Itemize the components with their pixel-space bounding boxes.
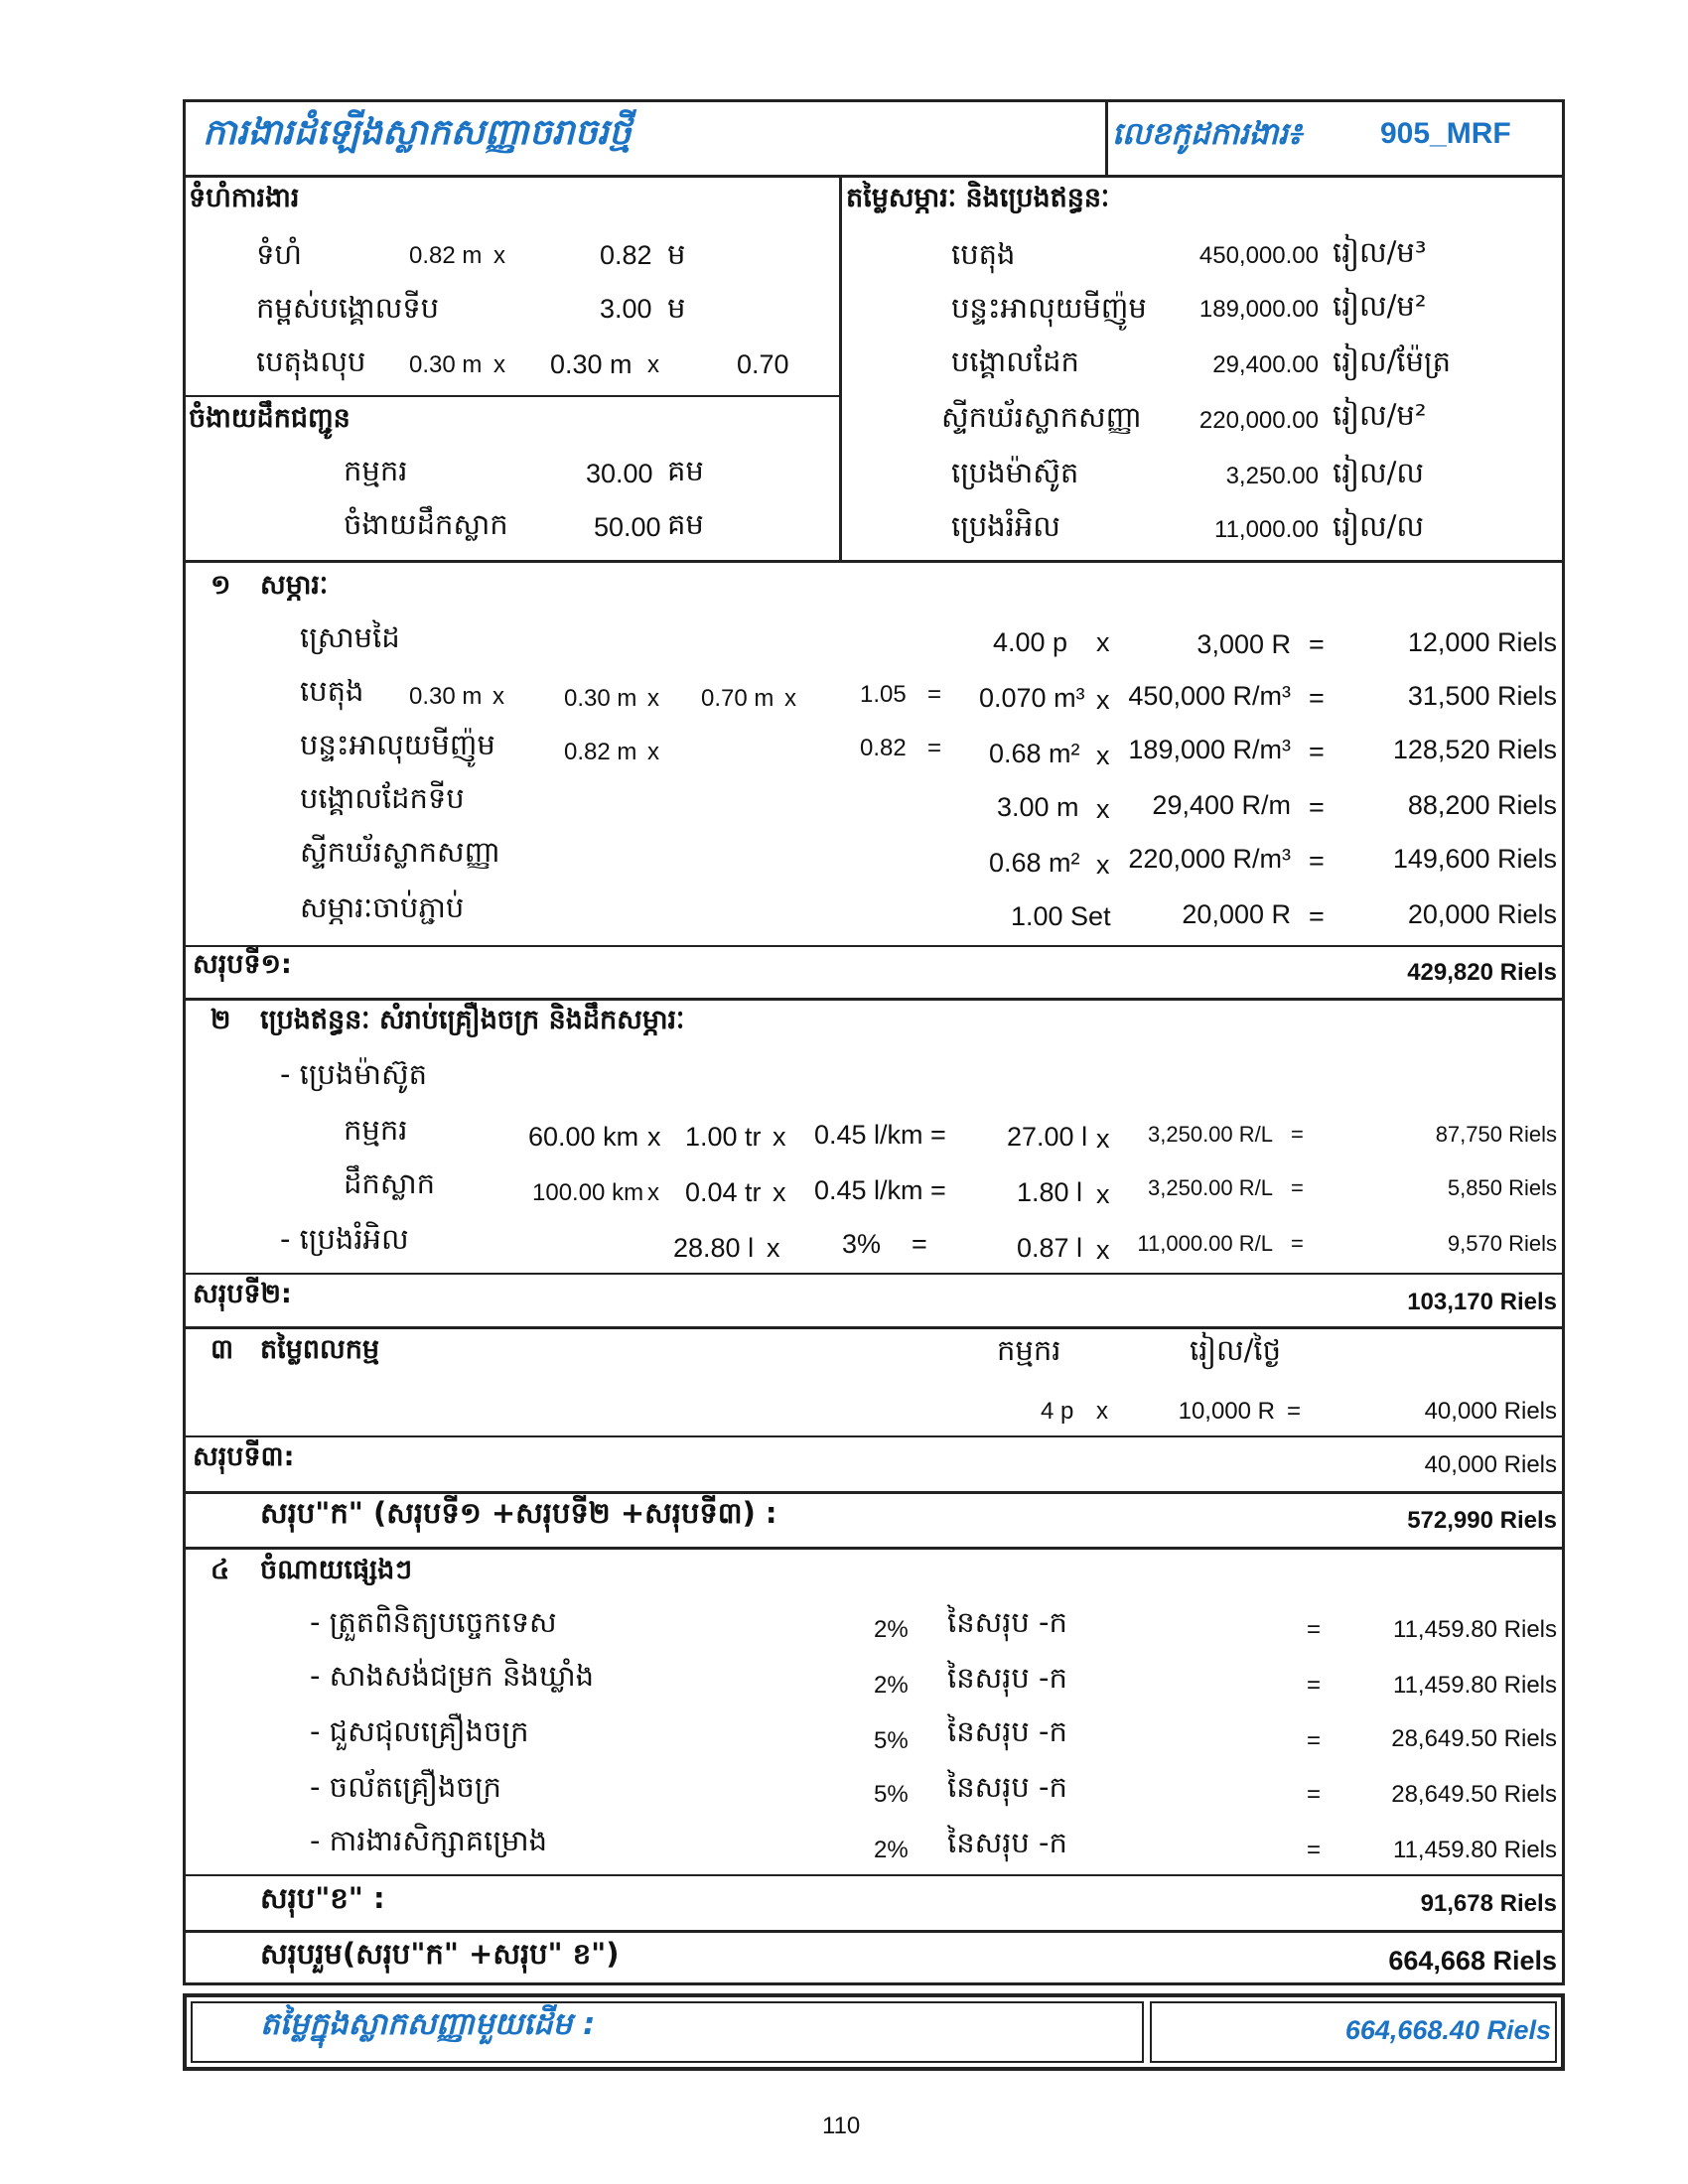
other-cost-total: 11,459.80 Riels	[1393, 1616, 1557, 1643]
other-cost-eq: =	[1307, 1727, 1322, 1754]
job-code-value: 905_MRF	[1380, 117, 1511, 150]
fuel-worker-x2: x	[773, 1122, 786, 1152]
page-title: ការងារដំឡើងស្លាកសញ្ញាចរាចរថ្មី	[203, 112, 632, 153]
fuel-worker-litres: 27.00 l	[1007, 1122, 1088, 1152]
s1-concrete-a: 0.30 m	[409, 683, 483, 710]
sign-distance-label: ចំងាយដឹកស្លាក	[344, 507, 508, 541]
fuel-worker-total: 87,750 Riels	[1435, 1122, 1557, 1147]
concrete-x1: x	[493, 351, 505, 378]
price-value-diesel: 3,250.00	[1225, 463, 1319, 489]
s1-concrete-c: 0.70 m	[701, 685, 774, 712]
s1-concrete-eq: =	[1309, 683, 1325, 713]
s1-concrete-label: បេតុង	[300, 674, 364, 708]
subtotal2-top-rule	[183, 1273, 1565, 1275]
fuel-sign-rate: 0.45 l/km =	[814, 1175, 946, 1205]
total-b-top-rule	[183, 1874, 1565, 1876]
s1-concrete-rate: 450,000 R/m³	[1128, 681, 1291, 711]
price-unit-concrete: រៀល/ម³	[1333, 235, 1427, 269]
fuel-sign-x3: x	[1096, 1179, 1110, 1209]
s1-fasteners-total: 20,000 Riels	[1407, 899, 1557, 929]
s1-fasteners-eq: =	[1309, 901, 1325, 931]
labour-rate: 10,000 R	[1178, 1398, 1275, 1425]
s1-gloves-qty: 4.00 p	[993, 627, 1068, 657]
prices-heading: តម្លៃសម្ភារៈ និងប្រេងឥន្ធនៈ	[846, 183, 1110, 213]
other-cost-total: 11,459.80 Riels	[1393, 1672, 1557, 1699]
price-value-lubricant: 11,000.00	[1214, 516, 1319, 543]
labour-qty: 4 p	[1041, 1398, 1074, 1425]
price-label-sticker: ស្ទីកឃ័រស្លាកសញ្ញា	[941, 400, 1142, 434]
fuel-sign-km: 100.00 km	[532, 1179, 644, 1206]
s1-sticker-label: ស្ទីកឃ័រស្លាកសញ្ញា	[300, 835, 500, 869]
s1-aluminium-a: 0.82 m	[564, 739, 637, 765]
fuel-worker-x1: x	[647, 1122, 661, 1152]
fuel-sign-x1: x	[647, 1179, 659, 1206]
concrete-c: 0.70	[737, 349, 789, 379]
other-cost-basis: នៃសរុប -ក	[947, 1826, 1067, 1859]
s1-concrete-factor: 1.05	[860, 681, 907, 708]
subtotal1-value: 429,820 Riels	[1407, 959, 1557, 986]
other-cost-pct: 5%	[874, 1781, 909, 1808]
s1-gloves-x: x	[1096, 627, 1110, 657]
lubricant-pct: 3%	[842, 1229, 882, 1259]
fuel-sign-total: 5,850 Riels	[1447, 1175, 1557, 1200]
subtotal3-top-rule	[183, 1435, 1565, 1437]
section4-title: ចំណាយផ្សេងៗ	[260, 1555, 413, 1585]
size-label: ទំហំ	[256, 237, 303, 271]
labour-eq: =	[1287, 1398, 1302, 1425]
grand-total-label: សរុបរួម(សរុប"ក" +សរុប" ខ")	[260, 1937, 620, 1971]
diesel-label: - ប្រេងម៉ាស៊ូត	[280, 1057, 427, 1091]
price-value-steel-pole: 29,400.00	[1212, 351, 1319, 378]
other-cost-total: 28,649.50 Riels	[1391, 1781, 1557, 1808]
s1-gloves-rate: 3,000 R	[1196, 629, 1291, 659]
s1-concrete-total: 31,500 Riels	[1407, 681, 1557, 711]
s1-aluminium-total: 128,520 Riels	[1392, 735, 1557, 764]
s1-aluminium-eq: =	[1309, 737, 1325, 766]
worker-distance-value: 30.00	[586, 459, 653, 488]
s1-pole-eq: =	[1309, 792, 1325, 822]
total-b-label: សរុប"ខ" :	[260, 1881, 385, 1915]
other-cost-basis: នៃសរុប -ក	[947, 1661, 1067, 1695]
s1-concrete-factor-eq: =	[927, 681, 942, 708]
unit-price-value: 664,668.40 Riels	[1344, 2015, 1551, 2045]
price-unit-diesel: រៀល/ល	[1333, 456, 1425, 489]
s1-sticker-total: 149,600 Riels	[1392, 844, 1557, 874]
concrete-b: 0.30 m	[550, 349, 633, 379]
s1-fasteners-qty: 1.00 Set	[1011, 901, 1111, 931]
subtotal2-bottom-rule	[183, 1326, 1565, 1329]
lubricant-litres: 0.87 l	[1017, 1233, 1083, 1263]
size-x: x	[493, 242, 505, 269]
other-cost-label: - ការងារសិក្សាគម្រោង	[310, 1824, 548, 1857]
s1-concrete-b: 0.30 m	[564, 685, 637, 712]
s1-sticker-x: x	[1096, 850, 1110, 880]
distance-heading: ចំងាយដឹកជញ្ជូន	[189, 403, 351, 434]
s1-aluminium-rate: 189,000 R/m³	[1128, 735, 1291, 764]
other-cost-basis: នៃសរុប -ក	[947, 1714, 1067, 1748]
lubricant-pct-eq: =	[912, 1229, 927, 1259]
s1-sticker-rate: 220,000 R/m³	[1128, 844, 1291, 874]
fuel-worker-eq: =	[1291, 1122, 1304, 1147]
total-b-value: 91,678 Riels	[1420, 1890, 1557, 1917]
total-b-bottom-rule	[183, 1930, 1565, 1933]
fuel-sign-price: 3,250.00 R/L	[1148, 1175, 1273, 1200]
other-cost-total: 28,649.50 Riels	[1391, 1725, 1557, 1752]
job-code-label: លេខកូដការងារ៖	[1112, 116, 1302, 152]
lubricant-total: 9,570 Riels	[1447, 1231, 1557, 1256]
s1-sticker-qty: 0.68 m²	[989, 848, 1080, 878]
lubricant-price: 11,000.00 R/L	[1137, 1231, 1273, 1256]
pole-height-unit: ម	[667, 291, 686, 325]
s1-concrete-xb: x	[647, 685, 659, 712]
fuel-sign-x2: x	[773, 1177, 786, 1207]
lubricant-x1: x	[767, 1233, 780, 1263]
unit-price-label: តម្លៃក្នុងស្លាកសញ្ញាមួយដើម :	[260, 2006, 596, 2042]
price-value-concrete: 450,000.00	[1198, 242, 1319, 269]
s1-aluminium-x: x	[1096, 741, 1110, 770]
s1-pole-total: 88,200 Riels	[1407, 790, 1557, 820]
fuel-sign-litres: 1.80 l	[1017, 1177, 1083, 1207]
lubricant-base: 28.80 l	[673, 1233, 755, 1263]
price-unit-aluminium: រៀល/ម²	[1333, 289, 1427, 323]
price-label-aluminium: បន្ទះអាលុយមីញ៉ូម	[951, 291, 1147, 325]
worker-distance-unit: គម	[667, 454, 704, 487]
labour-worker-header: កម្មករ	[997, 1333, 1061, 1367]
fuel-worker-price: 3,250.00 R/L	[1148, 1122, 1273, 1147]
subtotal2-label: សរុបទី២:	[193, 1279, 292, 1309]
s1-aluminium-xa: x	[647, 739, 659, 765]
fuel-sign-eq: =	[1291, 1175, 1304, 1200]
lubricant-label: - ប្រេងរំអិល	[280, 1222, 409, 1256]
other-cost-label: - សាងសង់ជម្រក និងឃ្លាំង	[310, 1659, 595, 1693]
section1-number: ១	[211, 570, 231, 601]
total-a-value: 572,990 Riels	[1407, 1507, 1557, 1534]
other-cost-label: - ត្រួតពិនិត្យបច្ចេកទេស	[310, 1605, 557, 1639]
section4-number: ៤	[211, 1555, 230, 1585]
s1-concrete-qty: 0.070 m³	[979, 683, 1085, 713]
other-cost-pct: 5%	[874, 1727, 909, 1754]
size-b: 0.82	[600, 240, 652, 270]
s1-pole-qty: 3.00 m	[997, 792, 1079, 822]
price-unit-steel-pole: រៀល/ម៉ែត្រ	[1333, 344, 1452, 378]
other-cost-total: 11,459.80 Riels	[1393, 1837, 1557, 1863]
concrete-label: បេតុងលុប	[256, 344, 366, 378]
s1-gloves-total: 12,000 Riels	[1407, 627, 1557, 657]
fuel-sign-label: ដឹកស្លាក	[344, 1166, 436, 1200]
worker-distance-label: កម្មករ	[344, 454, 408, 487]
other-cost-label: - ចល័តគ្រឿងចក្រ	[310, 1770, 501, 1804]
labour-total: 40,000 Riels	[1424, 1398, 1557, 1425]
other-cost-pct: 2%	[874, 1837, 909, 1863]
lubricant-x3: x	[1096, 1235, 1110, 1265]
s1-fasteners-rate: 20,000 R	[1182, 899, 1291, 929]
dimension-rule	[183, 395, 840, 397]
fuel-sign-trips: 0.04 tr	[685, 1177, 762, 1207]
fuel-worker-label: កម្មករ	[344, 1113, 408, 1147]
lubricant-eq: =	[1291, 1231, 1304, 1256]
s1-aluminium-factor-eq: =	[927, 735, 942, 761]
other-cost-pct: 2%	[874, 1616, 909, 1643]
other-cost-eq: =	[1307, 1781, 1322, 1808]
subtotal1-label: សរុបទី១:	[193, 949, 292, 980]
price-unit-sticker: រៀល/ម²	[1333, 398, 1427, 432]
other-cost-eq: =	[1307, 1616, 1322, 1643]
section2-title: ប្រេងឥន្ធនៈ សំរាប់គ្រឿងចក្រ និងដឹកសម្ភារៈ	[260, 1005, 685, 1035]
subtotal1-top-rule	[183, 945, 1565, 947]
other-cost-basis: នៃសរុប -ក	[947, 1770, 1067, 1804]
other-cost-basis: នៃសរុប -ក	[947, 1605, 1067, 1639]
section3-number: ៣	[211, 1334, 234, 1365]
size-unit: ម	[667, 237, 686, 271]
fuel-worker-km: 60.00 km	[528, 1122, 639, 1152]
sign-distance-value: 50.00	[594, 512, 661, 542]
info-bottom-rule	[183, 560, 1565, 563]
labour-x: x	[1096, 1398, 1108, 1425]
fuel-worker-trips: 1.00 tr	[685, 1122, 762, 1152]
pole-height-label: កម្ពស់បង្គោលទីប	[256, 291, 440, 325]
price-label-lubricant: ប្រេងរំអិល	[951, 509, 1060, 543]
size-a: 0.82 m	[409, 242, 483, 269]
header-divider	[1105, 99, 1108, 177]
fuel-worker-x3: x	[1096, 1124, 1110, 1154]
concrete-a: 0.30 m	[409, 351, 483, 378]
other-cost-label: - ជួសជុលគ្រឿងចក្រ	[310, 1714, 529, 1748]
header-bottom-rule	[183, 175, 1565, 178]
s1-gloves-label: ស្រោមដៃ	[300, 620, 400, 654]
other-cost-pct: 2%	[874, 1672, 909, 1699]
section1-title: សម្ភារៈ	[260, 570, 329, 601]
subtotal2-value: 103,170 Riels	[1407, 1289, 1557, 1315]
sign-distance-unit: គម	[667, 507, 704, 541]
s1-concrete-xa: x	[492, 683, 504, 710]
section3-title: តម្លៃពលកម្ម	[260, 1334, 379, 1365]
section2-number: ២	[211, 1005, 231, 1035]
total-a-bottom-rule	[183, 1547, 1565, 1550]
price-label-steel-pole: បង្គោលដែក	[951, 344, 1079, 378]
info-divider	[839, 175, 842, 562]
other-cost-eq: =	[1307, 1672, 1322, 1699]
s1-pole-label: បង្គោលដែកទីប	[300, 781, 465, 815]
pole-height-value: 3.00	[600, 294, 652, 324]
total-a-label: សរុប"ក" (សរុបទី១ +សរុបទី២ +សរុបទី៣) :	[260, 1496, 777, 1530]
s1-aluminium-factor: 0.82	[860, 735, 907, 761]
dimensions-heading: ទំហំការងារ	[189, 183, 300, 213]
subtotal3-label: សរុបទី៣:	[193, 1441, 295, 1472]
subtotal1-bottom-rule	[183, 998, 1565, 1001]
s1-aluminium-qty: 0.68 m²	[989, 739, 1080, 768]
s1-fasteners-label: សម្ភារៈចាប់ភ្ជាប់	[300, 890, 465, 924]
s1-aluminium-label: បន្ទះអាលុយមីញ៉ូម	[300, 728, 495, 761]
concrete-x2: x	[647, 351, 659, 378]
price-value-sticker: 220,000.00	[1198, 407, 1319, 434]
s1-gloves-eq: =	[1309, 629, 1325, 659]
s1-concrete-xc: x	[784, 685, 796, 712]
price-label-diesel: ប្រេងម៉ាស៊ូត	[951, 456, 1079, 489]
s1-pole-x: x	[1096, 794, 1110, 824]
s1-concrete-x: x	[1096, 685, 1110, 715]
labour-rate-header: រៀល/ថ្ងៃ	[1190, 1333, 1282, 1367]
other-cost-eq: =	[1307, 1837, 1322, 1863]
price-label-concrete: បេតុង	[951, 237, 1016, 271]
sheet-frame	[183, 99, 1565, 1985]
s1-pole-rate: 29,400 R/m	[1152, 790, 1291, 820]
fuel-worker-rate: 0.45 l/km =	[814, 1120, 946, 1150]
subtotal3-value: 40,000 Riels	[1424, 1451, 1557, 1478]
subtotal3-bottom-rule	[183, 1491, 1565, 1494]
price-value-aluminium: 189,000.00	[1198, 296, 1319, 323]
price-unit-lubricant: រៀល/ល	[1333, 509, 1425, 543]
grand-total-value: 664,668 Riels	[1388, 1946, 1557, 1976]
page-number: 110	[822, 2113, 861, 2139]
s1-sticker-eq: =	[1309, 846, 1325, 876]
